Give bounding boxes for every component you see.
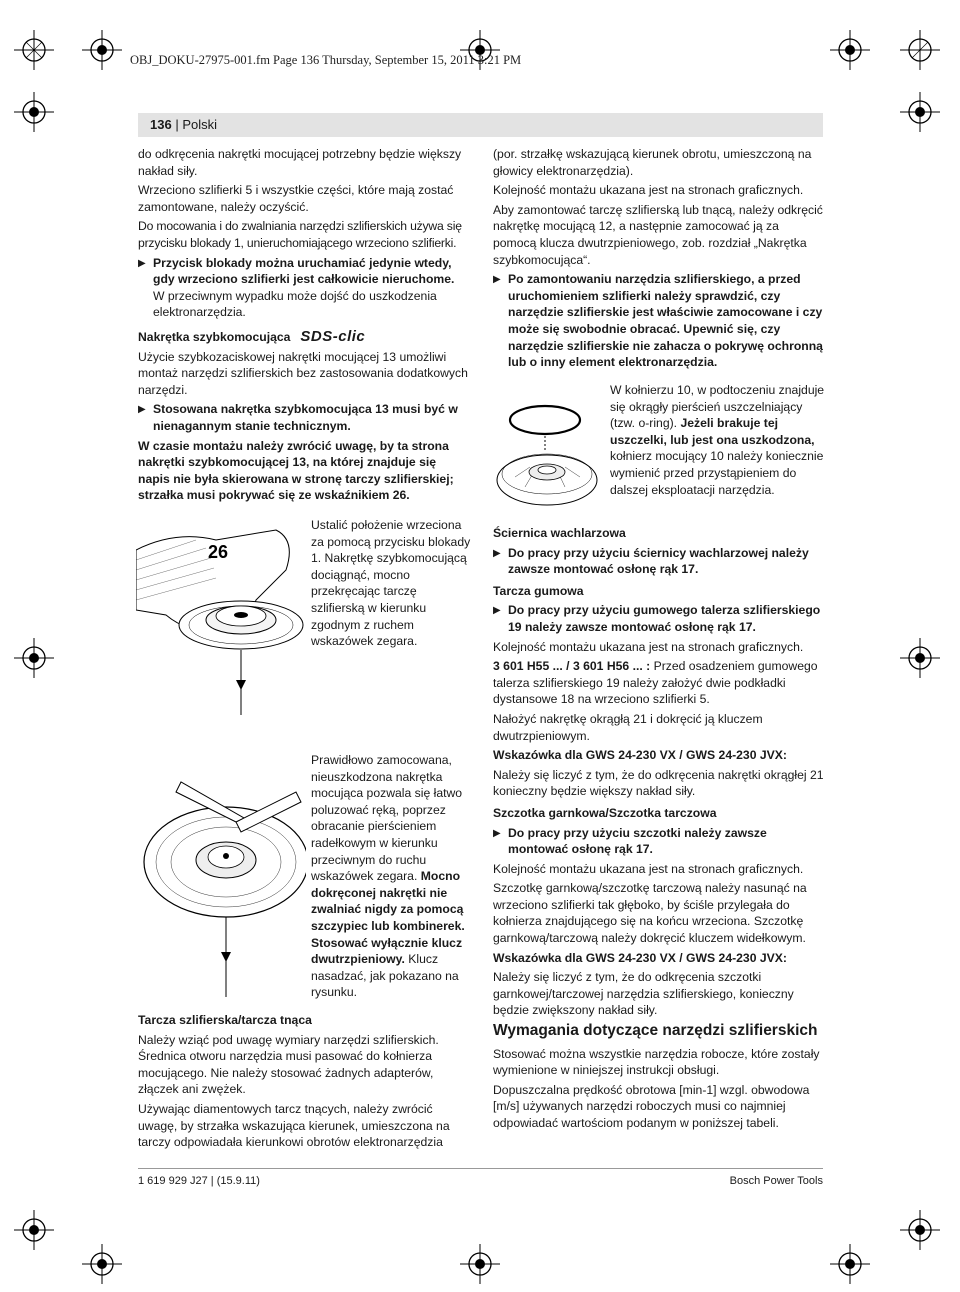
crop-mark-icon [14,30,54,70]
paragraph: Aby zamontować tarczę szlifierską lub tnącą, należy odkręcić nakrętkę mocującą 12, a następnie zamocować ją za pomocą klucza dwutrzpieniowego, zob. rozdział „Nakrętka szybkomocująca“. [493,202,823,267]
paragraph: Nałożyć nakrętkę okrągłą 21 i dokręcić ją kluczem dwutrzpieniowym. [493,711,763,743]
figure-caption [610,382,825,498]
section-heading: Nakrętka szybkomocująca [138,329,291,344]
paragraph-text: Przed osadzeniem gumowego talerza szlifierskiego 19 należy założyć dwie podkładki dystansowe 18 na wrzeciono szlifierki 5. [493,659,818,707]
paragraph: Należy wziąć pod uwagę wymiary narzędzi szlifierskich. Średnica otworu narzędzia musi pasować do kołnierza mocującego. Nie należy stosować żadnych adapterów, złączek ani zwężek. [138,1032,439,1097]
wrench-illustration [136,752,306,1002]
bullet-text: Do pracy przy użyciu szczotki należy zawsze montować osłonę rąk 17. [508,825,767,857]
note-heading: Wskazówka dla GWS 24-230 VX / GWS 24-230 JVX: [493,748,787,763]
triangle-bullet-icon: ▶ [138,257,146,269]
paragraph [493,658,825,708]
paragraph: Stosować można wszystkie narzędzia robocze, które zostały wymienione w niniejszej instrukcji obsługi. [493,1046,820,1078]
heading-row [138,329,468,346]
warning-bullet [493,545,825,578]
bullet-text: Do pracy przy użyciu gumowego talerza szlifierskiego 19 należy zawsze montować osłonę rąk 17. [508,603,821,634]
section-name: Polski [182,117,217,132]
section-title: Wymagania dotyczące narzędzi szlifierskich [493,1022,818,1040]
warning-bullet [138,255,468,321]
paragraph: Kolejność montażu ukazana jest na stronach graficznych. [493,183,804,198]
triangle-bullet-icon: ▶ [138,404,146,416]
bullet-text: Po zamontowaniu narzędzia szlifierskiego, a przed uruchomieniem szlifierki należy sprawdzić, czy narzędzie szlifierskie jest właściwie zamocowane i czy może się swobodnie obracać. Upewnić się, czy narzędzie szlifierskie nie zahacza o pokrywę ochronną lub o inny element elektronarzędzia. [508,272,823,370]
page-number-section: 136 | Polski [150,117,217,132]
footer-docnumber: 1 619 929 J27 | (15.9.11) [138,1175,260,1187]
crop-mark-icon [830,1244,870,1284]
caption-text: W kołnierzu 10, w podtoczeniu znajduje się okrągły pierścień uszczelniający (tzw. o-ring). [610,383,825,431]
paragraph: Kolejność montażu ukazana jest na stronach graficznych. [493,639,804,654]
warning-bullet [493,602,825,635]
crop-mark-icon [900,92,940,132]
crop-mark-icon [830,30,870,70]
page-number: 136 [150,117,172,132]
caption-warning: Mocno dokręconej nakrętki nie zwalniać nigdy za pomocą szczypiec lub kombinerek. Stosować wyłącznie klucz dwutrzpieniowy. [311,869,465,967]
bullet-text: Do pracy przy użyciu ściernicy wachlarzowej należy zawsze montować osłonę rąk 17. [508,545,809,577]
paragraph: Kolejność montażu ukazana jest na stronach graficznych. [493,861,804,876]
sds-clic-logo: SDS-clic [300,327,366,345]
crop-mark-icon [900,638,940,678]
paragraph: Należy się liczyć z tym, że do odkręcenia szczotki garnkowej/tarczowej narzędzia szlifierskiego, konieczny będzie zwiększony nakład siły. [493,970,794,1018]
crop-mark-icon [14,92,54,132]
paragraph: Wrzeciono szlifierki 5 i wszystkie części, które mają zostać zamontowane, należy oczyścić. [138,183,454,214]
right-column-bottom [493,525,825,1135]
caption-warning: Jeżeli brakuje tej uszczelki, lub jest ona uszkodzona, [610,416,815,447]
crop-mark-icon [900,1210,940,1250]
model-numbers: 3 601 H55 ... / 3 601 H56 ... : [493,659,651,674]
crop-mark-icon [460,1244,500,1284]
warning-bullet [138,401,468,434]
bullet-text-tail: W przeciwnym wypadku może dojść do uszkodzenia elektronarzędzia. [153,288,437,320]
warning-bullet [493,825,825,858]
paragraph: Do mocowania i do zwalniania narzędzi szlifierskich używa się przycisku blokady 1, unieruchomiającego wrzeciono szlifierki. [138,219,462,250]
triangle-bullet-icon: ▶ [493,827,501,839]
crop-mark-icon [900,30,940,70]
caption-tail: Klucz nasadzać, jak pokazano na rysunku. [311,952,459,1000]
print-slug: OBJ_DOKU-27975-001.fm Page 136 Thursday, September 15, 2011 3:21 PM [130,53,522,67]
left-column-bottom [138,1012,468,1154]
figure-caption [311,752,471,1001]
left-column [138,146,468,507]
footer-brand: Bosch Power Tools [729,1175,823,1187]
triangle-bullet-icon: ▶ [493,605,501,617]
page-header [138,113,823,137]
nut-mounting-illustration [136,520,306,720]
caption-text: Prawidłowo zamocowana, nieuszkodzona nakrętka mocująca pozwala się łatwo poluzować ręką, poprzez obracanie pierścieniem radełkowym w kierunku przeciwnym do ruchu wskazówek zegara. [311,753,463,884]
crop-mark-icon [14,638,54,678]
warning-bullet [493,271,825,371]
paragraph: Użycie szybkozaciskowej nakrętki mocującej 13 umożliwi montaż narzędzi szlifierskich bez zastosowania dodatkowych narzędzi. [138,349,468,397]
right-column [493,146,825,374]
section-heading: Szczotka garnkowa/Szczotka tarczowa [493,805,717,820]
footer-rule [138,1168,823,1169]
paragraph: (por. strzałkę wskazującą kierunek obrotu, umieszczoną na głowicy elektronarzędzia). [493,147,812,178]
paragraph: do odkręcenia nakrętki mocującej potrzebny będzie większy nakład siły. [138,147,462,178]
bold-paragraph: W czasie montażu należy zwrócić uwagę, by ta strona nakrętki szybkomocującej 13, na której znajduje się napis nie była skierowana w stronę tarczy szlifierskiej; strzałka musi pokrywać się ze wskaźnikiem 26. [138,438,454,503]
figure-callout: 26 [208,542,229,562]
bullet-text: Stosowana nakrętka szybkomocująca 13 musi być w nienagannym stanie technicznym. [153,402,458,433]
paragraph: Dopuszczalna prędkość obrotowa [min-1] wzgl. obwodowa [m/s] używanych narzędzi roboczych musi co najmniej odpowiadać wartościom podanym w poniższej tabeli. [493,1082,810,1130]
paragraph: Szczotkę garnkową/szczotkę tarczową należy nasunąć na wrzeciono szlifierki tak głęboko, by ściśle przylegała do kołnierza znajdującego się na końcu wrzeciona. Szczotkę garnkową/tarczową należy dokręcić kluczem widełkowym. [493,881,807,946]
section-heading: Tarcza gumowa [493,583,584,598]
caption-tail: kołnierz mocujący 10 należy koniecznie wymienić przed przystąpieniem do dalszej eksploatacji narzędzia. [610,449,824,497]
section-heading: Tarcza szlifierska/tarcza tnąca [138,1013,312,1027]
triangle-bullet-icon: ▶ [493,547,501,559]
crop-mark-icon [82,1244,122,1284]
bullet-text: Przycisk blokady można uruchamiać jedynie wtedy, gdy wrzeciono szlifierki jest całkowicie nieruchome. [153,255,455,287]
figure-caption: Ustalić położenie wrzeciona za pomocą przycisku blokady 1. Nakrętkę szybkomocującą dociągnąć, mocno przekręcając tarczę szlifierską w kierunku zgodnym z ruchem wskazówek zegara. [311,518,471,649]
crop-mark-icon [82,30,122,70]
o-ring-flange-illustration [495,392,603,510]
note-heading: Wskazówka dla GWS 24-230 VX / GWS 24-230 JVX: [493,950,787,965]
section-heading: Ściernica wachlarzowa [493,526,626,540]
triangle-bullet-icon: ▶ [493,274,501,286]
paragraph: Używając diamentowych tarcz tnących, należy zwrócić uwagę, by strzałka wskazująca kierunek, umieszczona na tarczy odpowiadała kierunkowi obrotów elektronarzędzia [138,1101,450,1150]
paragraph: Należy się liczyć z tym, że do odkręcenia nakrętki okrągłej 21 konieczny będzie większy nakład siły. [493,767,824,799]
crop-mark-icon [14,1210,54,1250]
